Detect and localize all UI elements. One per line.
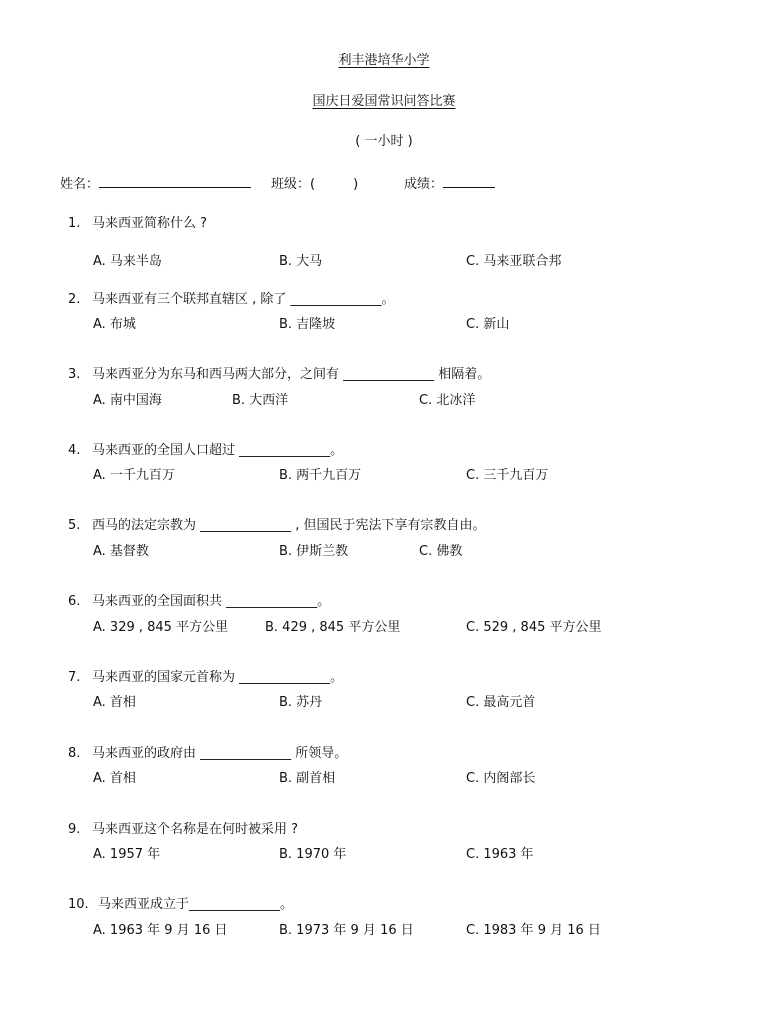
question-text: 马来西亚的政府由 ______________ 所领导。 (92, 746, 348, 761)
question-1 (68, 212, 207, 231)
q3-option-b[interactable]: B. 大西洋 (232, 393, 289, 408)
q9-option-b[interactable]: B. 1970 年 (279, 847, 347, 862)
q1-option-b[interactable]: B. 大马 (279, 254, 323, 269)
q6-option-a[interactable]: A. 329 , 845 平方公里 (93, 620, 229, 635)
question-number: 9. (68, 822, 81, 837)
question-4 (68, 439, 343, 458)
q6-option-b[interactable]: B. 429 , 845 平方公里 (265, 620, 401, 635)
question-number: 5. (68, 518, 81, 533)
q4-option-b[interactable]: B. 两千九百万 (279, 468, 362, 483)
q10-option-b[interactable]: B. 1973 年 9 月 16 日 (279, 923, 414, 938)
q5-option-b[interactable]: B. 伊斯兰教 (279, 544, 349, 559)
q2-option-a[interactable]: A. 布城 (93, 317, 136, 332)
score-field-row (404, 173, 495, 192)
q10-option-a[interactable]: A. 1963 年 9 月 16 日 (93, 923, 228, 938)
question-number: 4. (68, 443, 81, 458)
question-8 (68, 742, 347, 761)
question-text: 马来西亚的国家元首称为 ______________。 (92, 670, 344, 685)
q10-option-c[interactable]: C. 1983 年 9 月 16 日 (466, 923, 601, 938)
name-blank[interactable] (99, 175, 251, 188)
question-3 (68, 363, 490, 382)
question-text: 马来西亚分为东马和西马两大部分，之间有 ______________ 相隔着。 (92, 367, 491, 382)
question-number: 10. (68, 897, 89, 912)
duration-label: ( 一小时 ) (355, 134, 413, 149)
q1-option-a[interactable]: A. 马来半岛 (93, 254, 162, 269)
question-text: 西马的法定宗教为 ______________ , 但国民于宪法下享有宗教自由。 (92, 518, 486, 533)
question-2 (68, 288, 395, 307)
question-number: 1. (68, 216, 81, 231)
question-9 (68, 818, 298, 837)
q2-option-c[interactable]: C. 新山 (466, 317, 510, 332)
question-5 (68, 514, 486, 533)
question-text: 马来西亚的全国人口超过 ______________。 (92, 443, 344, 458)
question-number: 7. (68, 670, 81, 685)
question-text: 马来西亚简称什么 ? (92, 216, 208, 231)
question-number: 2. (68, 292, 81, 307)
score-label: 成绩： (404, 177, 444, 192)
question-text: 马来西亚的全国面积共 ______________。 (92, 594, 331, 609)
class-field-row (271, 173, 358, 192)
q9-option-a[interactable]: A. 1957 年 (93, 847, 161, 862)
question-text: 马来西亚这个名称是在何时被采用 ? (92, 822, 299, 837)
q6-option-c[interactable]: C. 529 , 845 平方公里 (466, 620, 602, 635)
q8-option-b[interactable]: B. 副首相 (279, 771, 336, 786)
class-label: 班级：( (271, 177, 316, 192)
name-field-row (60, 173, 251, 192)
school-title: 利丰港培华小学 (338, 53, 430, 68)
q2-option-b[interactable]: B. 吉隆坡 (279, 317, 336, 332)
q8-option-c[interactable]: C. 内阁部长 (466, 771, 536, 786)
q7-option-b[interactable]: B. 苏丹 (279, 695, 323, 710)
question-10 (68, 893, 293, 912)
question-6 (68, 590, 330, 609)
score-blank[interactable] (443, 175, 495, 188)
question-text: 马来西亚有三个联邦直辖区 , 除了 ______________。 (92, 292, 395, 307)
q7-option-c[interactable]: C. 最高元首 (466, 695, 536, 710)
event-title: 国庆日爱国常识问答比赛 (312, 94, 456, 109)
q4-option-c[interactable]: C. 三千九百万 (466, 468, 549, 483)
q5-option-c[interactable]: C. 佛教 (419, 544, 463, 559)
q7-option-a[interactable]: A. 首相 (93, 695, 136, 710)
name-label: 姓名： (60, 177, 100, 192)
q5-option-a[interactable]: A. 基督教 (93, 544, 149, 559)
q4-option-a[interactable]: A. 一千九百万 (93, 468, 175, 483)
q9-option-c[interactable]: C. 1963 年 (466, 847, 534, 862)
class-close: ) (353, 177, 359, 192)
question-number: 6. (68, 594, 81, 609)
q8-option-a[interactable]: A. 首相 (93, 771, 136, 786)
question-7 (68, 666, 343, 685)
question-text: 马来西亚成立于______________。 (98, 897, 294, 912)
q3-option-a[interactable]: A. 南中国海 (93, 393, 162, 408)
question-number: 3. (68, 367, 81, 382)
question-number: 8. (68, 746, 81, 761)
q3-option-c[interactable]: C. 北冰洋 (419, 393, 476, 408)
q1-option-c[interactable]: C. 马来亚联合邦 (466, 254, 562, 269)
